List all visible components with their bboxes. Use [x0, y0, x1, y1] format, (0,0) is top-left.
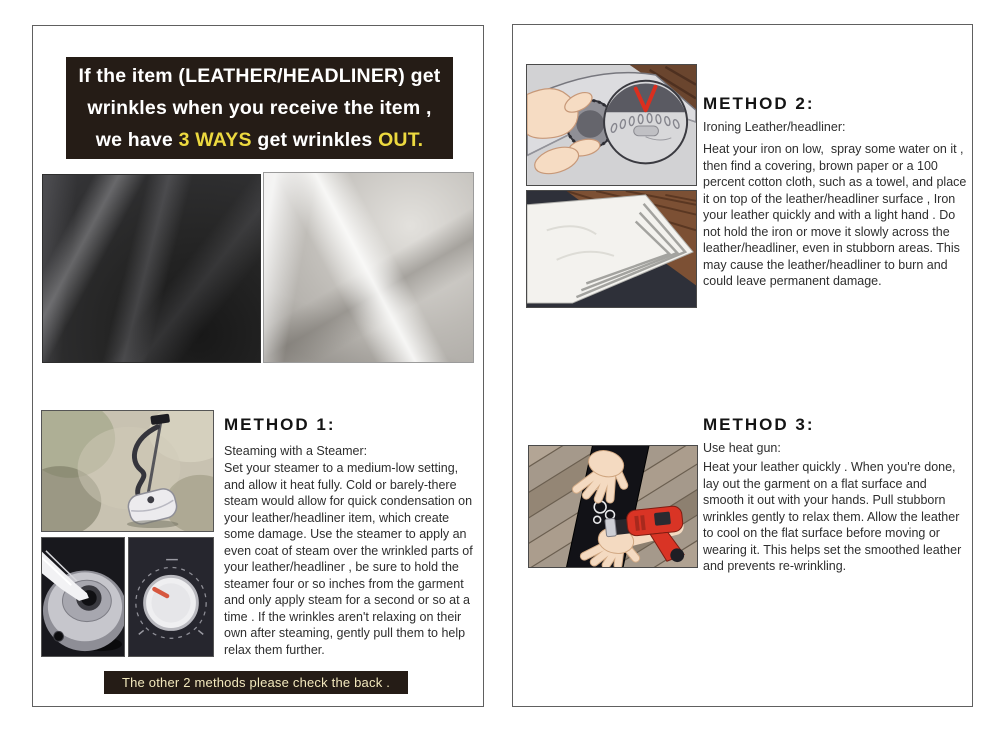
heat-gun-illustration: [528, 445, 698, 568]
headline-banner: [66, 57, 453, 159]
method-3-body: Heat your leather quickly . When you're done, lay out the garment on a flat surface and smooth it out with your hands. Pull stubborn wrinkles gently to relax them. Allow the leather to cool on the flat surface before moving or wearing it. This helps set the smoothed leather and prevents re-wrinkling.: [703, 460, 965, 573]
method-3-heading: METHOD 3:: [703, 415, 815, 434]
method-1-body: Set your steamer to a medium-low setting, and allow it heat fully. Cold or barely-there steam would allow for quick condensation on your leather/headliner item, which create some damage. Use the steamer to apply an even coat of steam over the wrinkled parts of your leather/headliner , be sure to hold the steamer four or so inches from the garment and only apply steam for a second or so at a time . If the wrinkles aren't relaxing on their own after steaming, gently pull them to help relax them further.: [224, 461, 477, 657]
method-3-section: [703, 415, 971, 575]
steamer-detail-photos: [41, 537, 214, 657]
method-1-heading: METHOD 1:: [224, 415, 336, 434]
method-3-subheading: Use heat gun:: [703, 441, 781, 455]
banner-line-3: [66, 124, 453, 156]
method-2-subheading: Ironing Leather/headliner:: [703, 120, 846, 134]
back-note-text: The other 2 methods please check the back .: [121, 675, 391, 690]
right-page: [512, 24, 973, 707]
method-2-body: Heat your iron on low, spray some water on it , then find a covering, brown paper or a 100 percent cotton cloth, such as a towel, and place it on top of the leather/headliner surface , Iron your leather quickly and with a light hand . Do not hold the iron or move it slowly across the leather/headliner, even in stubborn areas. This may cause the leather/headliner to burn and could leave permanent damage.: [703, 142, 970, 288]
wrinkled-dark-leather-photo: [42, 174, 261, 363]
method-2-heading: METHOD 2:: [703, 94, 815, 113]
wrinkled-light-headliner-photo: [263, 172, 474, 363]
garment-steamer-photo: [41, 410, 214, 532]
banner-highlight-out: OUT.: [378, 129, 424, 151]
left-page: [32, 25, 484, 707]
iron-dial-illustration: [526, 64, 697, 186]
folded-towel-illustration: [526, 190, 697, 308]
banner-line3-middle: get wrinkles: [251, 129, 379, 151]
method-1-subheading: Steaming with a Steamer:: [224, 444, 368, 458]
banner-highlight-3ways: 3 WAYS: [178, 129, 252, 151]
method-1-section: [224, 415, 482, 658]
steamer-tank-filling-photo: [41, 537, 125, 657]
banner-line-1: If the item (LEATHER/HEADLINER) get: [78, 65, 441, 87]
banner-line3-prefix: we have: [95, 129, 179, 151]
banner-line-2: wrinkles when you receive the item ,: [87, 97, 432, 119]
back-note-banner: [104, 671, 408, 694]
method-2-section: [703, 94, 970, 290]
steamer-dial-photo: [128, 537, 214, 657]
